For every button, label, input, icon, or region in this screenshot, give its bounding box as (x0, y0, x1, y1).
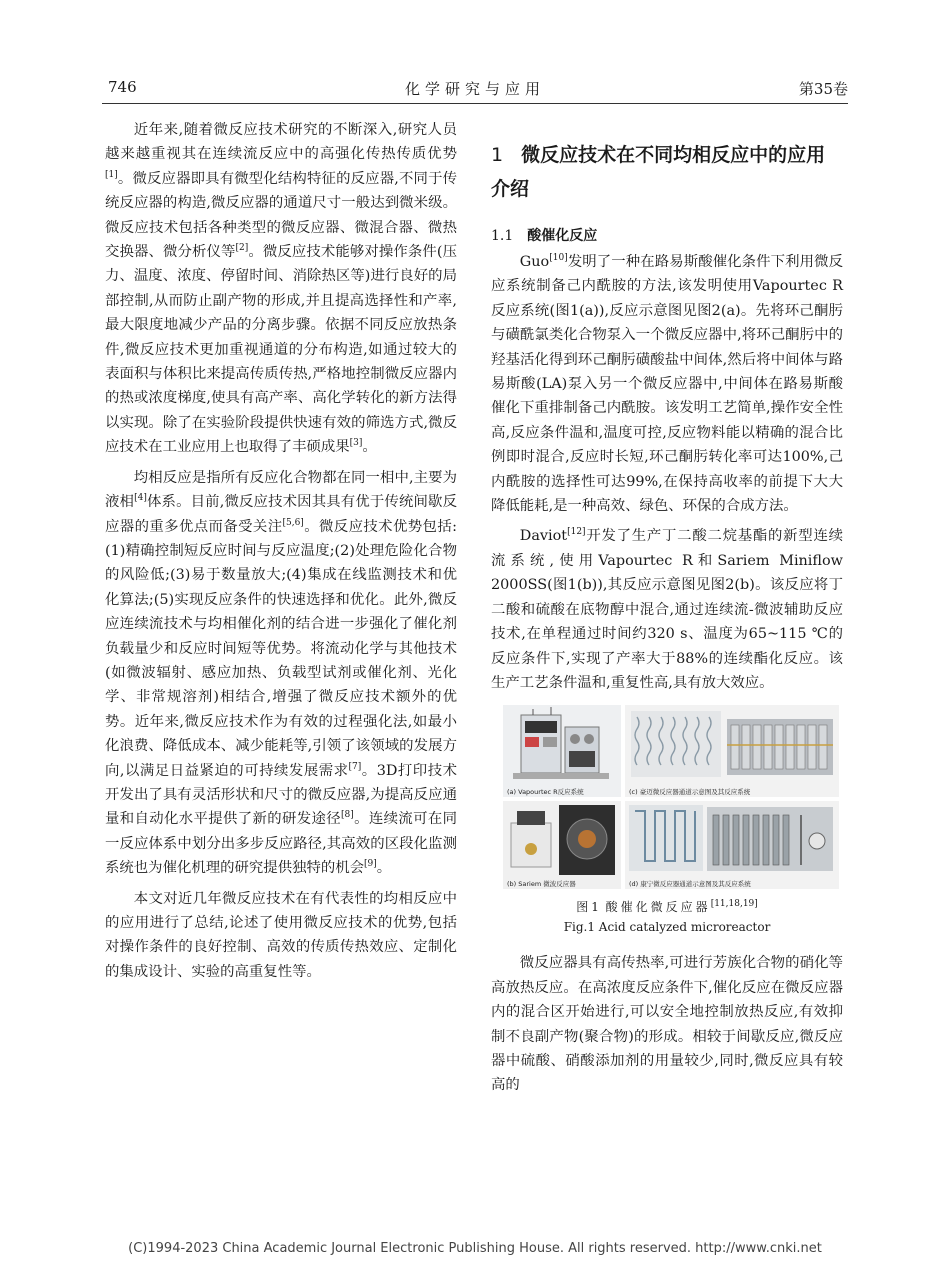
figure-panel-d (625, 801, 839, 889)
section-number: 1 (491, 144, 504, 166)
panel-d-caption: (d) 康宁微反应器通道示意图及其反应系统 (629, 880, 751, 889)
figure-1 (503, 705, 839, 889)
body-paragraph: 微反应器具有高传热率,可进行芳族化合物的硝化等高放热反应。在高浓度反应条件下,催化反应在微反应器内的混合区开始进行,可以安全地控制放热反应,有效抑制不良副产物(聚合物)的形成。相较于间歇反应,微反应器中硫酸、硝酸添加剂的用量较少,同时,微反应具有较高的 (491, 955, 843, 1094)
page-number: 746 (108, 78, 137, 96)
right-column (491, 118, 843, 1098)
figure-caption-cn (491, 897, 843, 917)
body-paragraph: Guo[10]发明了一种在路易斯酸催化条件下利用微反应系统制备己内酰胺的方法,该发明使用Vapourtec R反应系统(图1(a)),反应示意图见图2(a)。先将环己酮肟与磺酰氯类化合物泵入一个微反应器中,将环己酮肟中的羟基活化得到环己酮肟磺酸盐中间体,然后将中间体与路易斯酸(LA)泵入另一个微反应器中,中间体在路易斯酸催化下重排制备己内酰胺。该发明工艺简单,操作安全性高,反应条件温和,温度可控,反应物料能以精确的混合比例即时混合,反应时长短,环己酮肟转化率可达100%,己内酰胺的选择性可达99%,在保持高收率的前提下大大降低能耗,是一种高效、绿色、环保的合成方法。 (491, 253, 843, 515)
panel-a-caption: (a) Vapourtec R反应系统 (507, 788, 584, 797)
body-paragraph: 近年来,随着微反应技术研究的不断深入,研究人员越来越重视其在连续流反应中的高强化传热传质优势[1]。微反应器即具有微型化结构特征的反应器,不同于传统反应器的构造,微反应器的通道尺寸一般达到微米级。微反应技术包括各种类型的微反应器、微混合器、微热交换器、微分析仪等[2]。微反应技术能够对操作条件(压力、温度、浓度、停留时间、消除热区等)进行良好的局部控制,从而防止副产物的形成,并且提高选择性和产率,最大限度地减少产品的分离步骤。依据不同反应放热条件,微反应技术更加重视通道的分布构造,如通过较大的表面积与体积比来提高传质传热,严格地控制微反应器内的热或浓度梯度,使具有高产率、高化学转化的新方法得以实现。除了在实验阶段提供快速有效的筛选方式,微反应技术在工业应用上也取得了丰硕成果[3]。 (105, 122, 457, 456)
haomai-reactor-image (625, 705, 839, 787)
copyright-footer: (C)1994-2023 China Academic Journal Electronic Publishing House. All rights reserved. http://www.cnki.net (128, 1241, 822, 1256)
corning-reactor-image (625, 801, 839, 879)
panel-b-caption: (b) Sariem 微波反应器 (507, 880, 576, 889)
subsection-heading (491, 224, 843, 248)
figure-caption-en: Fig.1 Acid catalyzed microreactor (563, 920, 771, 935)
header-rule (102, 103, 848, 104)
left-column (105, 118, 457, 984)
volume-label: 第35卷 (798, 80, 848, 98)
figure-panel-b (503, 801, 621, 889)
vapourtec-equipment-image (503, 705, 621, 787)
journal-title: 化学研究与应用 (404, 80, 545, 98)
figure-refs: [11,18,19] (710, 899, 758, 910)
subsection-title: 酸催化反应 (527, 228, 598, 244)
body-paragraph: 本文对近几年微反应技术在有代表性的均相反应中的应用进行了总结,论述了使用微反应技术的优势,包括对操作条件的良好控制、高效的传质传热效应、定制化的集成设计、实验的高重复性等。 (105, 890, 457, 980)
section-title: 微反应技术在不同均相反应中的应用介绍 (491, 144, 826, 200)
figure-panel-c (625, 705, 839, 797)
panel-c-caption: (c) 豪迈微反应器通道示意图及其反应系统 (629, 788, 751, 797)
body-paragraph: Daviot[12]开发了生产丁二酸二烷基酯的新型连续流系统,使用Vapourtec R和Sariem Miniflow 2000SS(图1(b)),其反应示意图见图2(b)。该反应将丁二酸和硫酸在底物醇中混合,通过连续流-微波辅助反应技术,在单程通过时间约320 s、温度为65~115 ℃的反应条件下,实现了产率大于88%的连续酯化反应。该生产工艺条件温和,重复性高,具有放大效应。 (491, 527, 843, 691)
body-paragraph: 均相反应是指所有反应化合物都在同一相中,主要为液相[4]体系。目前,微反应技术因其具有优于传统间歇反应器的重多优点而备受关注[5,6]。微反应技术优势包括:(1)精确控制短反应时间与反应温度;(2)处理危险化合物的风险低;(3)易于数量放大;(4)集成在线监测技术和优化算法;(5)实现反应条件的快速选择和优化。此外,微反应连续流技术与均相催化剂的结合进一步强化了催化剂负载量少和反应时间短等优势。将流动化学与其他技术(如微波辐射、感应加热、负载型试剂或催化剂、光化学、非常规溶剂)相结合,增强了微反应技术额外的优势。近年来,微反应技术作为有效的过程强化法,如最小化浪费、降低成本、减少能耗等,引领了该领域的发展方向,以满足日益紧迫的可持续发展需求[7]。3D打印技术开发出了具有灵活形状和尺寸的微反应器,为提高反应通量和自动化水平提供了新的研发途径[8]。连续流可在同一反应体系中划分出多步反应路径,其高效的区段化监测系统也为催化机理的研究提供独特的机会[9]。 (105, 469, 457, 877)
section-heading (491, 138, 843, 206)
subsection-number: 1.1 (491, 228, 514, 244)
figure-label: 图1 (576, 900, 602, 915)
sariem-microwave-image (503, 801, 621, 879)
figure-panel-a (503, 705, 621, 797)
figure-title-cn: 酸催化微反应器 (605, 900, 711, 915)
page-header (102, 78, 848, 102)
